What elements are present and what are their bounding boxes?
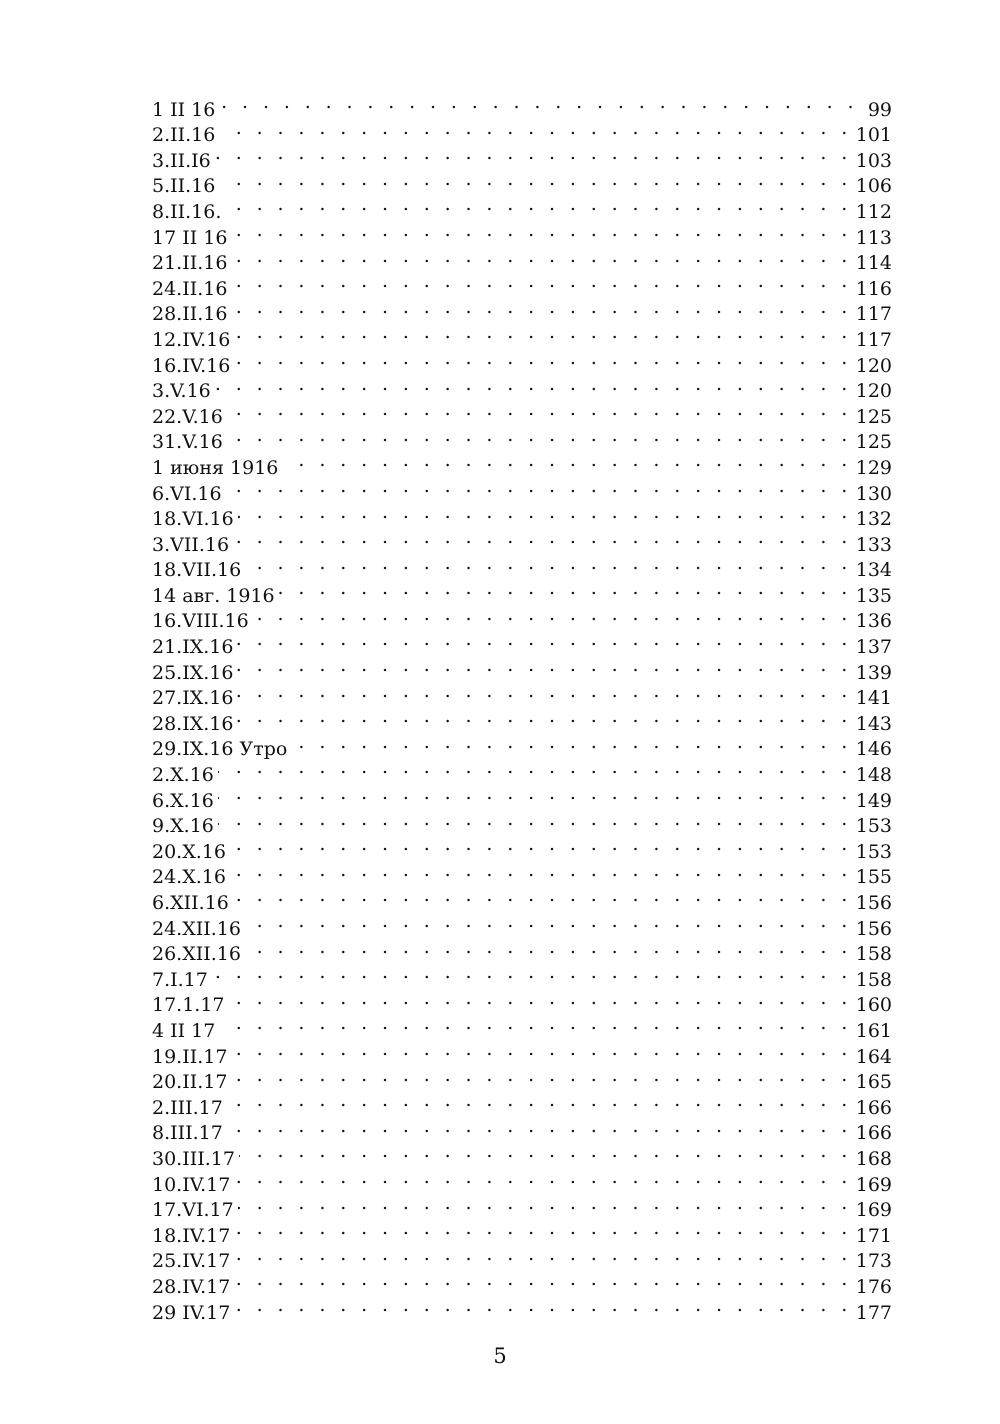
toc-entry-label: 30.III.17 xyxy=(152,1147,235,1170)
toc-entry-page: 103 xyxy=(855,149,892,172)
toc-entry-label: 8.III.17 xyxy=(152,1122,223,1145)
dot-leader xyxy=(291,730,851,756)
toc-entry-page: 117 xyxy=(855,328,892,351)
toc-entry-label: 8.II.16. xyxy=(152,200,222,223)
dot-leader xyxy=(218,781,852,807)
toc-entry-label: 7.I.17 xyxy=(152,968,208,991)
toc-entry-page: 139 xyxy=(855,661,892,684)
toc-entry-label: 18.VII.16 xyxy=(152,559,242,582)
toc-entry[interactable] xyxy=(152,986,892,1017)
toc-entry[interactable] xyxy=(152,1293,892,1324)
dot-leader xyxy=(229,986,852,1012)
dot-leader xyxy=(227,1088,852,1114)
toc-entry-label: 6.X.16 xyxy=(152,789,214,812)
dot-leader xyxy=(230,832,852,858)
toc-entry[interactable] xyxy=(152,1011,892,1042)
toc-entry-page: 125 xyxy=(855,405,892,428)
toc-entry-page: 155 xyxy=(855,866,892,889)
toc-entry-label: 21.IX.16 xyxy=(152,636,234,659)
dot-leader xyxy=(253,602,852,628)
toc-entry[interactable] xyxy=(152,832,892,863)
toc-entry-label: 1 июня 1916 xyxy=(152,456,279,479)
toc-entry-page: 132 xyxy=(855,508,892,531)
toc-entry-label: 17.VI.17 xyxy=(152,1199,234,1222)
toc-entry-label: 14 авг. 1916 xyxy=(152,584,275,607)
dot-leader xyxy=(219,90,858,116)
toc-entry[interactable] xyxy=(152,1191,892,1222)
toc-entry[interactable] xyxy=(152,244,892,275)
toc-entry-page: 169 xyxy=(855,1173,892,1196)
toc-entry-page: 116 xyxy=(855,277,892,300)
toc-entry-page: 117 xyxy=(855,303,892,326)
toc-entry[interactable] xyxy=(152,1037,892,1068)
toc-entry-page: 114 xyxy=(855,252,892,275)
dot-leader xyxy=(231,1037,851,1063)
toc-entry-page: 149 xyxy=(855,789,892,812)
toc-entry-page: 156 xyxy=(855,917,892,940)
toc-entry[interactable] xyxy=(152,653,892,684)
page-number: 5 xyxy=(493,1344,507,1368)
toc-entry[interactable] xyxy=(152,525,892,556)
toc-entry-label: 4 II 17 xyxy=(152,1019,216,1042)
toc-entry-label: 6.XII.16 xyxy=(152,892,229,914)
dot-leader xyxy=(238,1191,852,1217)
toc-entry-page: 133 xyxy=(855,533,892,556)
toc-entry-page: 177 xyxy=(855,1301,892,1324)
toc-entry-page: 166 xyxy=(855,1122,892,1145)
toc-entry-label: 26.XII.16 xyxy=(152,943,241,966)
dot-leader xyxy=(227,397,852,423)
dot-leader xyxy=(245,909,852,935)
toc-entry[interactable] xyxy=(152,1139,892,1170)
toc-entry-label: 12.IV.16 xyxy=(152,328,231,351)
toc-entry[interactable] xyxy=(152,781,892,812)
toc-entry[interactable] xyxy=(152,116,892,147)
toc-entry-page: 161 xyxy=(855,1019,892,1042)
toc-entry-label: 28.II.16 xyxy=(152,303,228,326)
dot-leader xyxy=(239,1139,852,1165)
dot-leader xyxy=(237,627,851,653)
dot-leader xyxy=(282,448,851,474)
toc-entry[interactable] xyxy=(152,1242,892,1273)
dot-leader xyxy=(219,167,851,193)
toc-entry[interactable] xyxy=(152,423,892,454)
toc-entry-label: 2.II.16 xyxy=(152,124,216,147)
dot-leader xyxy=(234,1165,851,1191)
toc-entry-page: 153 xyxy=(855,815,892,838)
toc-entry-label: 28.IV.17 xyxy=(152,1275,231,1298)
toc-entry-page: 113 xyxy=(855,226,892,249)
toc-entry[interactable] xyxy=(152,602,892,633)
toc-entry-page: 129 xyxy=(855,456,892,479)
table-of-contents xyxy=(152,90,892,1324)
toc-entry-label: 29 IV.17 xyxy=(152,1301,231,1324)
toc-entry[interactable] xyxy=(152,960,892,991)
toc-entry-page: 171 xyxy=(855,1224,892,1247)
dot-leader xyxy=(234,1293,851,1319)
toc-entry-label: 16.VIII.16 xyxy=(152,610,249,633)
toc-entry[interactable] xyxy=(152,883,892,914)
toc-entry[interactable] xyxy=(152,627,892,659)
toc-entry-page: 99 xyxy=(867,98,892,121)
toc-entry[interactable] xyxy=(152,704,892,735)
toc-entry-page: 165 xyxy=(855,1071,892,1094)
dot-leader xyxy=(231,244,851,270)
toc-entry-label: 2.III.17 xyxy=(152,1096,223,1119)
dot-leader xyxy=(230,858,852,884)
toc-entry-page: 176 xyxy=(855,1275,892,1298)
dot-leader xyxy=(245,551,852,577)
dot-leader xyxy=(234,346,851,372)
toc-entry-page: 120 xyxy=(855,354,892,377)
toc-entry[interactable] xyxy=(152,500,892,531)
dot-leader xyxy=(219,1011,851,1037)
toc-entry[interactable] xyxy=(152,448,892,479)
toc-entry-label: 1 II 16 xyxy=(152,98,216,121)
toc-entry[interactable] xyxy=(152,755,892,787)
dot-leader xyxy=(218,807,852,833)
toc-entry[interactable] xyxy=(152,90,892,121)
toc-entry-label: 24.XII.16 xyxy=(152,917,241,940)
toc-entry[interactable] xyxy=(152,1063,892,1094)
toc-entry-page: 106 xyxy=(855,175,892,198)
toc-entry-label: 2.X.16 xyxy=(152,764,214,787)
toc-entry[interactable] xyxy=(152,1088,892,1119)
toc-entry[interactable] xyxy=(152,1165,892,1196)
toc-entry-page: 168 xyxy=(855,1147,892,1170)
dot-leader xyxy=(218,755,852,781)
toc-entry-page: 112 xyxy=(855,200,892,223)
toc-entry[interactable] xyxy=(152,295,892,326)
toc-entry[interactable] xyxy=(152,1216,892,1247)
toc-entry-label: 18.VI.16 xyxy=(152,508,234,531)
toc-entry-label: 27.IX.16 xyxy=(152,687,234,710)
toc-entry[interactable] xyxy=(152,1114,892,1145)
toc-entry[interactable] xyxy=(152,858,892,889)
toc-entry-label: 25.IX.16 xyxy=(152,661,234,684)
toc-entry[interactable] xyxy=(152,1267,892,1298)
dot-leader xyxy=(234,1216,851,1242)
dot-leader xyxy=(227,423,852,449)
toc-entry-label: 6.VI.16 xyxy=(152,482,222,505)
dot-leader xyxy=(231,218,851,244)
toc-entry[interactable] xyxy=(152,346,892,377)
toc-entry-page: 158 xyxy=(855,943,892,966)
toc-entry-label: 24.X.16 xyxy=(152,866,226,889)
toc-entry[interactable] xyxy=(152,576,892,607)
dot-leader xyxy=(237,653,851,679)
toc-entry-page: 146 xyxy=(855,738,892,761)
dot-leader xyxy=(234,1267,851,1293)
toc-entry-page: 136 xyxy=(855,610,892,633)
dot-leader xyxy=(215,141,852,167)
dot-leader xyxy=(237,704,851,730)
toc-entry-page: 158 xyxy=(855,968,892,991)
toc-entry-page: 169 xyxy=(855,1199,892,1222)
dot-leader xyxy=(215,372,852,398)
toc-entry[interactable] xyxy=(152,167,892,198)
toc-entry-label: 28.IX.16 xyxy=(152,712,234,735)
toc-entry[interactable] xyxy=(152,474,892,505)
toc-entry-label: 21.II.16 xyxy=(152,252,228,275)
toc-entry-page: 141 xyxy=(855,687,892,710)
toc-entry-label: 31.V.16 xyxy=(152,431,223,454)
toc-entry-label: 22.V.16 xyxy=(152,405,223,428)
toc-entry-label: 10.IV.17 xyxy=(152,1173,231,1196)
dot-leader xyxy=(238,500,852,526)
toc-entry-label: 5.II.16 xyxy=(152,175,216,198)
toc-entry-label: 20.II.17 xyxy=(152,1071,228,1094)
toc-entry[interactable] xyxy=(152,909,892,940)
dot-leader xyxy=(233,883,852,909)
toc-entry[interactable] xyxy=(152,807,892,838)
toc-entry[interactable] xyxy=(152,679,892,710)
toc-entry[interactable] xyxy=(152,372,892,403)
toc-entry[interactable] xyxy=(152,551,892,582)
toc-entry-page: 156 xyxy=(855,892,892,914)
toc-entry-page: 160 xyxy=(855,994,892,1017)
toc-entry[interactable] xyxy=(152,269,892,300)
dot-leader xyxy=(231,295,851,321)
toc-entry-page: 173 xyxy=(855,1250,892,1273)
toc-entry-page: 166 xyxy=(855,1096,892,1119)
toc-entry-label: 25.IV.17 xyxy=(152,1250,231,1273)
toc-entry-page: 125 xyxy=(855,431,892,454)
dot-leader xyxy=(234,320,851,346)
toc-entry-label: 24.II.16 xyxy=(152,277,228,300)
toc-entry[interactable] xyxy=(152,730,892,761)
toc-entry-page: 130 xyxy=(855,482,892,505)
dot-leader xyxy=(219,116,851,142)
toc-entry-label: 16.IV.16 xyxy=(152,354,231,377)
toc-entry-page: 153 xyxy=(855,840,892,863)
dot-leader xyxy=(231,1063,851,1089)
toc-entry-page: 143 xyxy=(855,712,892,735)
dot-leader xyxy=(245,935,852,961)
toc-entry[interactable] xyxy=(152,320,892,351)
toc-entry-label: 3.V.16 xyxy=(152,380,211,403)
dot-leader xyxy=(227,1114,852,1140)
toc-entry-page: 135 xyxy=(855,584,892,607)
toc-entry-label: 3.II.I6 xyxy=(152,149,211,172)
toc-entry-page: 164 xyxy=(855,1045,892,1068)
toc-entry-label: 17 II 16 xyxy=(152,226,228,249)
toc-entry[interactable] xyxy=(152,141,892,172)
toc-entry-label: 3.VII.16 xyxy=(152,533,230,556)
toc-entry-label: 18.IV.17 xyxy=(152,1224,231,1247)
dot-leader xyxy=(279,576,852,602)
dot-leader xyxy=(233,525,852,551)
dot-leader xyxy=(225,192,851,218)
toc-entry-label: 29.IX.16 Утро xyxy=(152,738,288,761)
toc-entry[interactable] xyxy=(152,192,892,223)
toc-entry[interactable] xyxy=(152,935,892,966)
toc-entry-label: 20.X.16 xyxy=(152,840,226,863)
toc-entry-page: 148 xyxy=(855,764,892,787)
toc-entry-page: 137 xyxy=(855,636,892,659)
dot-leader xyxy=(226,474,852,500)
toc-entry-page: 134 xyxy=(855,559,892,582)
dot-leader xyxy=(237,679,851,705)
toc-entry-page: 101 xyxy=(855,124,892,147)
toc-entry[interactable] xyxy=(152,397,892,428)
toc-entry[interactable] xyxy=(152,218,892,249)
toc-entry-label: 9.X.16 xyxy=(152,815,214,838)
dot-leader xyxy=(234,1242,851,1268)
dot-leader xyxy=(212,960,852,986)
toc-entry-label: 19.II.17 xyxy=(152,1045,228,1068)
dot-leader xyxy=(231,269,851,295)
toc-entry-label: 17.1.17 xyxy=(152,994,225,1017)
toc-entry-page: 120 xyxy=(855,380,892,403)
